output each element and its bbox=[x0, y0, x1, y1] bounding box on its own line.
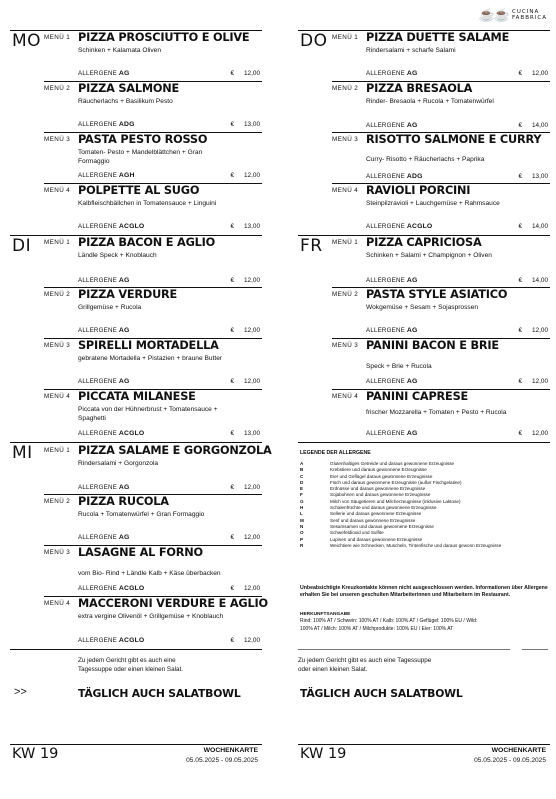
currency: € bbox=[518, 173, 522, 180]
dish-description: extra vergine Olivenöl + Grillgemüse + Knoblauch bbox=[78, 613, 224, 620]
footer-divider bbox=[10, 744, 262, 745]
menu-number: MENÜ 1 bbox=[44, 34, 71, 41]
allergen-label: ALLERGENE bbox=[366, 173, 405, 180]
dish-name: PIZZA SALAME E GORGONZOLA bbox=[78, 444, 272, 457]
menu-number: MENÜ 4 bbox=[332, 393, 359, 400]
legend-value: Sesamsamen und daraus gewonnene Erzeugnisse bbox=[330, 523, 434, 529]
right-column bbox=[298, 0, 550, 799]
legend-value: Milch von Säugetieren und Milcherzeugnisse (inklusive Laktose) bbox=[330, 498, 461, 504]
legend-key: F bbox=[300, 492, 303, 498]
dish-price: 12,00 bbox=[244, 378, 260, 385]
dish-description: Räucherlachs + Basilikum Pesto bbox=[78, 98, 173, 105]
allergen-codes: AG bbox=[118, 484, 130, 491]
currency: € bbox=[518, 223, 522, 230]
allergen-label: ALLERGENE bbox=[78, 430, 117, 437]
day-code: DI bbox=[12, 236, 32, 256]
allergen-label: ALLERGENE bbox=[366, 122, 405, 129]
dish-price-line bbox=[230, 277, 260, 284]
dish-price: 12,00 bbox=[244, 277, 260, 284]
legend-key: M bbox=[300, 517, 304, 523]
currency: € bbox=[518, 378, 522, 385]
allergen-label: ALLERGENE bbox=[366, 277, 405, 284]
currency: € bbox=[518, 327, 522, 334]
allergen-label: ALLERGENE bbox=[78, 534, 117, 541]
menu-number: MENÜ 3 bbox=[44, 342, 71, 349]
allergen-line bbox=[78, 585, 144, 592]
day-code: DO bbox=[300, 31, 328, 51]
dish-name: RAVIOLI PORCINI bbox=[366, 184, 471, 197]
allergen-line bbox=[78, 430, 144, 437]
dish-price: 12,00 bbox=[244, 327, 260, 334]
dish-name: PIZZA BACON E AGLIO bbox=[78, 236, 216, 249]
legend-value: Senf und daraus gewonnene Erzeugnisse bbox=[330, 517, 416, 523]
allergen-label: ALLERGENE bbox=[78, 223, 117, 230]
dish-mo-3 bbox=[44, 133, 262, 184]
menu-number: MENÜ 4 bbox=[44, 187, 71, 194]
allergen-label: ALLERGENE bbox=[366, 378, 405, 385]
allergen-codes: ACGLO bbox=[118, 430, 145, 437]
menu-date-range: 05.05.2025 - 09.05.2025 bbox=[186, 757, 258, 764]
dish-name: PIZZA SALMONE bbox=[78, 82, 180, 95]
dish-price-line bbox=[230, 172, 260, 179]
dish-price-line bbox=[230, 223, 260, 230]
allergen-label: ALLERGENE bbox=[366, 223, 405, 230]
menu-number: MENÜ 4 bbox=[332, 187, 359, 194]
legend-value: Glutenhaltiges Getreide und daraus gewonnene Erzeugnisse bbox=[330, 461, 455, 466]
dish-name: MACCERONI VERDURE E AGLIO bbox=[78, 597, 268, 610]
section-divider bbox=[522, 649, 548, 650]
dish-name: PIZZA DUETTE SALAME bbox=[366, 31, 510, 44]
allergen-line bbox=[366, 70, 417, 77]
legend-value: Sojabohnen und daraus gewonnene Erzeugnisse bbox=[330, 492, 431, 498]
legend-row bbox=[300, 543, 550, 549]
cross-contact-warning: Unbeabsichtigte Kreuzkontakte können nicht ausgeschlossen werden. Informationen über Allergene erhalten Sie bei unseren geschulten Mitarbeiterinnen und Mitarbeitern im Restaurant. bbox=[300, 585, 548, 598]
dish-description: Speck + Brie + Rucola bbox=[366, 363, 432, 370]
dish-price: 12,00 bbox=[244, 637, 260, 644]
legend-title: LEGENDE DER ALLERGENE bbox=[300, 450, 371, 456]
dish-description: Piccata von der Hühnerbrust + Tomatensauce + Spaghetti bbox=[78, 406, 218, 422]
dish-fr-3 bbox=[332, 339, 550, 390]
allergen-label: ALLERGENE bbox=[78, 378, 117, 385]
legend-key: A bbox=[300, 461, 304, 466]
dish-do-2 bbox=[332, 82, 550, 133]
brand-name: CUCINA FABBRICA bbox=[512, 8, 548, 21]
dish-name: PIZZA CAPRICIOSA bbox=[366, 236, 482, 249]
daily-soup-note: Zu jedem Gericht gibt es auch eine Tagessuppe oder einen kleinen Salat. bbox=[298, 657, 432, 673]
dish-price: 13,00 bbox=[532, 173, 548, 180]
legend-value: Krebstiere und daraus gewonnene Erzeugnisse bbox=[330, 467, 427, 473]
legend-key: G bbox=[300, 498, 304, 504]
allergen-label: ALLERGENE bbox=[78, 327, 117, 334]
allergen-label: ALLERGENE bbox=[366, 70, 405, 77]
allergen-label: ALLERGENE bbox=[366, 430, 405, 437]
legend-value: Weichtiere wie Schnecken, Muscheln, Tintenfische und daraus gewonn Erzeugnisse bbox=[330, 542, 502, 548]
allergen-line bbox=[78, 223, 144, 230]
dish-description: frischer Mozzarella + Tomaten + Pesto + Rucola bbox=[366, 409, 507, 416]
currency: € bbox=[230, 484, 234, 491]
legend-value: Sellerie und daraus gewonnene Erzeugnisse bbox=[330, 511, 422, 517]
menu-number: MENÜ 1 bbox=[44, 239, 71, 246]
allergen-codes: ADG bbox=[406, 173, 423, 180]
currency: € bbox=[518, 122, 522, 129]
allergen-line bbox=[78, 277, 129, 284]
dish-price-line bbox=[518, 327, 548, 334]
currency: € bbox=[230, 637, 234, 644]
legend-value: Schwefeldioxid und Sulfite bbox=[330, 530, 384, 536]
allergen-line bbox=[78, 327, 129, 334]
allergen-codes: ACGLO bbox=[118, 585, 145, 592]
dish-name: PICCATA MILANESE bbox=[78, 390, 196, 403]
allergen-codes: AG bbox=[406, 277, 418, 284]
allergen-line bbox=[78, 121, 135, 128]
legend-key: L bbox=[300, 511, 303, 517]
currency: € bbox=[230, 121, 234, 128]
allergen-line bbox=[78, 70, 129, 77]
dish-do-1 bbox=[332, 31, 550, 82]
dish-description: Ländle Speck + Knoblauch bbox=[78, 252, 157, 259]
dish-price: 14,00 bbox=[532, 223, 548, 230]
dish-price: 12,00 bbox=[244, 172, 260, 179]
section-divider bbox=[298, 442, 550, 443]
dish-description: Wokgemüse + Sesam + Sojasprossen bbox=[366, 304, 479, 311]
legend-value: Lupinen und daraus gewonnene Erzeugnisse bbox=[330, 536, 423, 542]
dish-name: LASAGNE AL FORNO bbox=[78, 546, 203, 559]
salatbowl-heading: TÄGLICH AUCH SALATBOWL bbox=[78, 687, 241, 700]
dish-price-line bbox=[230, 637, 260, 644]
dish-price: 12,00 bbox=[244, 534, 260, 541]
dish-price-line bbox=[230, 378, 260, 385]
allergen-line bbox=[366, 378, 417, 385]
allergen-codes: AG bbox=[406, 430, 418, 437]
salatbowl-heading: TÄGLICH AUCH SALATBOWL bbox=[300, 687, 463, 700]
dish-price-line bbox=[518, 430, 548, 437]
day-code: MO bbox=[12, 31, 42, 51]
legend-value: Erdnüsse und daraus gewonnene Erzeugnisse bbox=[330, 486, 426, 492]
allergen-line bbox=[78, 637, 144, 644]
origin-title: HERKUNFTSANGABE bbox=[300, 612, 351, 617]
menu-number: MENÜ 3 bbox=[332, 136, 359, 143]
currency: € bbox=[230, 378, 234, 385]
legend-key: R bbox=[300, 542, 304, 548]
dish-di-2 bbox=[44, 288, 262, 339]
menu-number: MENÜ 3 bbox=[44, 136, 71, 143]
dish-name: PASTA STYLE ASIATICO bbox=[366, 288, 508, 301]
allergen-codes: AG bbox=[406, 327, 418, 334]
dish-price-line bbox=[518, 277, 548, 284]
day-code: FR bbox=[300, 236, 323, 256]
menu-number: MENÜ 1 bbox=[332, 239, 359, 246]
currency: € bbox=[230, 534, 234, 541]
day-code: MI bbox=[12, 443, 33, 463]
dish-fr-4 bbox=[332, 390, 550, 441]
legend-key: N bbox=[300, 523, 304, 529]
allergen-label: ALLERGENE bbox=[78, 70, 117, 77]
allergen-line bbox=[366, 173, 423, 180]
allergen-line bbox=[366, 277, 417, 284]
dish-price: 12,00 bbox=[532, 70, 548, 77]
currency: € bbox=[518, 70, 522, 77]
currency: € bbox=[230, 70, 234, 77]
allergen-label: ALLERGENE bbox=[366, 327, 405, 334]
dish-description: Schinken + Salami + Champignon + Oliven bbox=[366, 252, 492, 259]
allergen-line bbox=[78, 172, 135, 179]
dish-description: Rinder- Bresaola + Rucola + Tomatenwürfel bbox=[366, 98, 494, 105]
dish-name: PIZZA RUCOLA bbox=[78, 495, 169, 508]
allergen-line bbox=[78, 378, 129, 385]
coffee-cups-icon: ☕☕ bbox=[478, 7, 509, 22]
menu-number: MENÜ 2 bbox=[332, 85, 359, 92]
dish-description: Tomaten- Pesto + Mandelblättchen + Gran Formaggio bbox=[78, 149, 203, 165]
origin-info: Rind: 100% AT / Schwein: 100% AT / Kalb: 100% AT / Geflügel: 100% EU / Wild: 100% AT / Milch: 100% AT / Milchprodukte: 100% EU / Eier: 100% AT bbox=[300, 618, 478, 632]
menu-number: MENÜ 2 bbox=[44, 291, 71, 298]
menu-number: MENÜ 4 bbox=[44, 393, 71, 400]
dish-description: Kalbfleischbällchen in Tomatensauce + Linguini bbox=[78, 200, 217, 207]
dish-description: Rucola + Tomatenwürfel + Gran Formaggio bbox=[78, 511, 205, 518]
footer-divider bbox=[298, 744, 550, 745]
allergen-codes: AG bbox=[118, 70, 130, 77]
dish-mi-3 bbox=[44, 546, 262, 597]
allergen-codes: AG bbox=[118, 378, 130, 385]
dish-do-3 bbox=[332, 133, 550, 184]
dish-description: Grillgemüse + Rucola bbox=[78, 304, 142, 311]
section-divider bbox=[298, 649, 510, 650]
dish-price-line bbox=[230, 534, 260, 541]
dish-mo-1 bbox=[44, 31, 262, 82]
menu-number: MENÜ 3 bbox=[332, 342, 359, 349]
allergen-line bbox=[366, 430, 417, 437]
legend-value: Eier und Geflügel daraus gewonnene Erzeugnisse bbox=[330, 473, 433, 479]
dish-price: 13,00 bbox=[244, 121, 260, 128]
dish-name: SPIRELLI MORTADELLA bbox=[78, 339, 219, 352]
dish-name: PIZZA PROSCIUTTO E OLIVE bbox=[78, 31, 250, 44]
allergen-codes: ADG bbox=[118, 121, 135, 128]
allergen-codes: ACGLO bbox=[118, 637, 145, 644]
dish-fr-1 bbox=[332, 236, 550, 287]
legend-key: O bbox=[300, 530, 304, 536]
allergen-line bbox=[366, 122, 417, 129]
dish-description: vom Bio- Rind + Ländle Kalb + Käse überbacken bbox=[78, 570, 221, 577]
allergen-line bbox=[78, 484, 129, 491]
allergen-label: ALLERGENE bbox=[78, 585, 117, 592]
allergen-codes: AG bbox=[118, 534, 130, 541]
dish-description: gebratene Mortadella + Pistazien + braune Butter bbox=[78, 355, 223, 362]
dish-di-3 bbox=[44, 339, 262, 390]
arrows-marker: >> bbox=[14, 686, 27, 698]
dish-price-line bbox=[518, 122, 548, 129]
allergen-codes: AG bbox=[406, 378, 418, 385]
legend-key: H bbox=[300, 505, 304, 511]
currency: € bbox=[230, 585, 234, 592]
allergen-codes: AG bbox=[406, 122, 418, 129]
dish-price-line bbox=[518, 223, 548, 230]
legend-value: Fisch und daraus gewonnene Erzeugnisse (außer Fischgelatine) bbox=[330, 479, 462, 485]
legend-key: E bbox=[300, 486, 304, 492]
menu-card-title: WOCHENKARTE bbox=[203, 747, 258, 754]
currency: € bbox=[230, 223, 234, 230]
dish-price: 12,00 bbox=[532, 430, 548, 437]
dish-price: 12,00 bbox=[532, 378, 548, 385]
dish-mo-2 bbox=[44, 82, 262, 133]
menu-number: MENÜ 2 bbox=[332, 291, 359, 298]
dish-price-line bbox=[230, 585, 260, 592]
menu-number: MENÜ 1 bbox=[332, 34, 359, 41]
currency: € bbox=[518, 277, 522, 284]
dish-description: Steinpilzravioli + Lauchgemüse + Rahmsauce bbox=[366, 200, 500, 207]
dish-price: 12,00 bbox=[244, 484, 260, 491]
allergen-line bbox=[366, 327, 417, 334]
dish-di-1 bbox=[44, 236, 262, 287]
dish-di-4 bbox=[44, 390, 262, 441]
dish-price: 12,00 bbox=[532, 327, 548, 334]
dish-name: PIZZA VERDURE bbox=[78, 288, 178, 301]
allergen-label: ALLERGENE bbox=[78, 121, 117, 128]
section-divider bbox=[10, 649, 262, 650]
menu-card-title: WOCHENKARTE bbox=[491, 747, 546, 754]
dish-price-line bbox=[230, 121, 260, 128]
menu-number: MENÜ 4 bbox=[44, 600, 71, 607]
dish-price-line bbox=[518, 378, 548, 385]
dish-price-line bbox=[230, 327, 260, 334]
calendar-week: KW 19 bbox=[12, 746, 59, 762]
dish-name: PANINI CAPRESE bbox=[366, 390, 469, 403]
dish-name: RISOTTO SALMONE E CURRY bbox=[366, 133, 542, 146]
dish-price: 13,00 bbox=[244, 223, 260, 230]
currency: € bbox=[230, 430, 234, 437]
dish-price-line bbox=[230, 430, 260, 437]
dish-name: PASTA PESTO ROSSO bbox=[78, 133, 208, 146]
legend-key: C bbox=[300, 473, 304, 479]
dish-name: POLPETTE AL SUGO bbox=[78, 184, 200, 197]
legend-key: P bbox=[300, 536, 304, 542]
currency: € bbox=[230, 277, 234, 284]
allergen-codes: AGH bbox=[118, 172, 135, 179]
legend-value: Schalenfrüchte und daraus gewonnene Erzeugnisse bbox=[330, 505, 437, 511]
allergen-codes: AG bbox=[406, 70, 418, 77]
dish-price-line bbox=[230, 70, 260, 77]
dish-name: PANINI BACON E BRIE bbox=[366, 339, 499, 352]
dish-price-line bbox=[518, 173, 548, 180]
allergen-label: ALLERGENE bbox=[78, 172, 117, 179]
allergen-codes: ACGLO bbox=[406, 223, 433, 230]
daily-soup-note: Zu jedem Gericht gibt es auch eine Tagessuppe oder einen kleinen Salat. bbox=[78, 657, 184, 673]
allergen-codes: ACGLO bbox=[118, 223, 145, 230]
dish-price: 12,00 bbox=[244, 585, 260, 592]
allergen-label: ALLERGENE bbox=[78, 637, 117, 644]
dish-description: Curry- Risotto + Räucherlachs + Paprika bbox=[366, 156, 485, 163]
dish-price-line bbox=[518, 70, 548, 77]
menu-number: MENÜ 2 bbox=[44, 498, 71, 505]
dish-mi-1 bbox=[44, 444, 272, 495]
dish-name: PIZZA BRESAOLA bbox=[366, 82, 473, 95]
dish-do-4 bbox=[332, 184, 550, 235]
dish-price-line bbox=[230, 484, 260, 491]
dish-mi-4 bbox=[44, 597, 268, 648]
menu-number: MENÜ 2 bbox=[44, 85, 71, 92]
allergen-codes: AG bbox=[118, 277, 130, 284]
currency: € bbox=[230, 172, 234, 179]
allergen-codes: AG bbox=[118, 327, 130, 334]
dish-description: Rindersalami + Gorgonzola bbox=[78, 460, 159, 467]
allergen-line bbox=[78, 534, 129, 541]
dish-price: 14,00 bbox=[532, 122, 548, 129]
left-column bbox=[10, 0, 272, 799]
legend-key: D bbox=[300, 479, 304, 485]
dish-fr-2 bbox=[332, 288, 550, 339]
dish-price: 12,00 bbox=[244, 70, 260, 77]
allergen-legend bbox=[300, 450, 550, 549]
allergen-line bbox=[366, 223, 432, 230]
calendar-week: KW 19 bbox=[300, 746, 347, 762]
dish-price: 14,00 bbox=[532, 277, 548, 284]
dish-mo-4 bbox=[44, 184, 262, 235]
menu-number: MENÜ 1 bbox=[44, 447, 71, 454]
legend-key: B bbox=[300, 467, 304, 473]
dish-description: Schinken + Kalamata Oliven bbox=[78, 47, 162, 54]
currency: € bbox=[518, 430, 522, 437]
currency: € bbox=[230, 327, 234, 334]
menu-number: MENÜ 3 bbox=[44, 549, 71, 556]
dish-mi-2 bbox=[44, 495, 262, 546]
allergen-label: ALLERGENE bbox=[78, 277, 117, 284]
menu-date-range: 05.05.2025 - 09.05.2025 bbox=[474, 757, 546, 764]
allergen-label: ALLERGENE bbox=[78, 484, 117, 491]
dish-price: 13,00 bbox=[244, 430, 260, 437]
dish-description: Rindersalami + scharfe Salami bbox=[366, 47, 456, 54]
